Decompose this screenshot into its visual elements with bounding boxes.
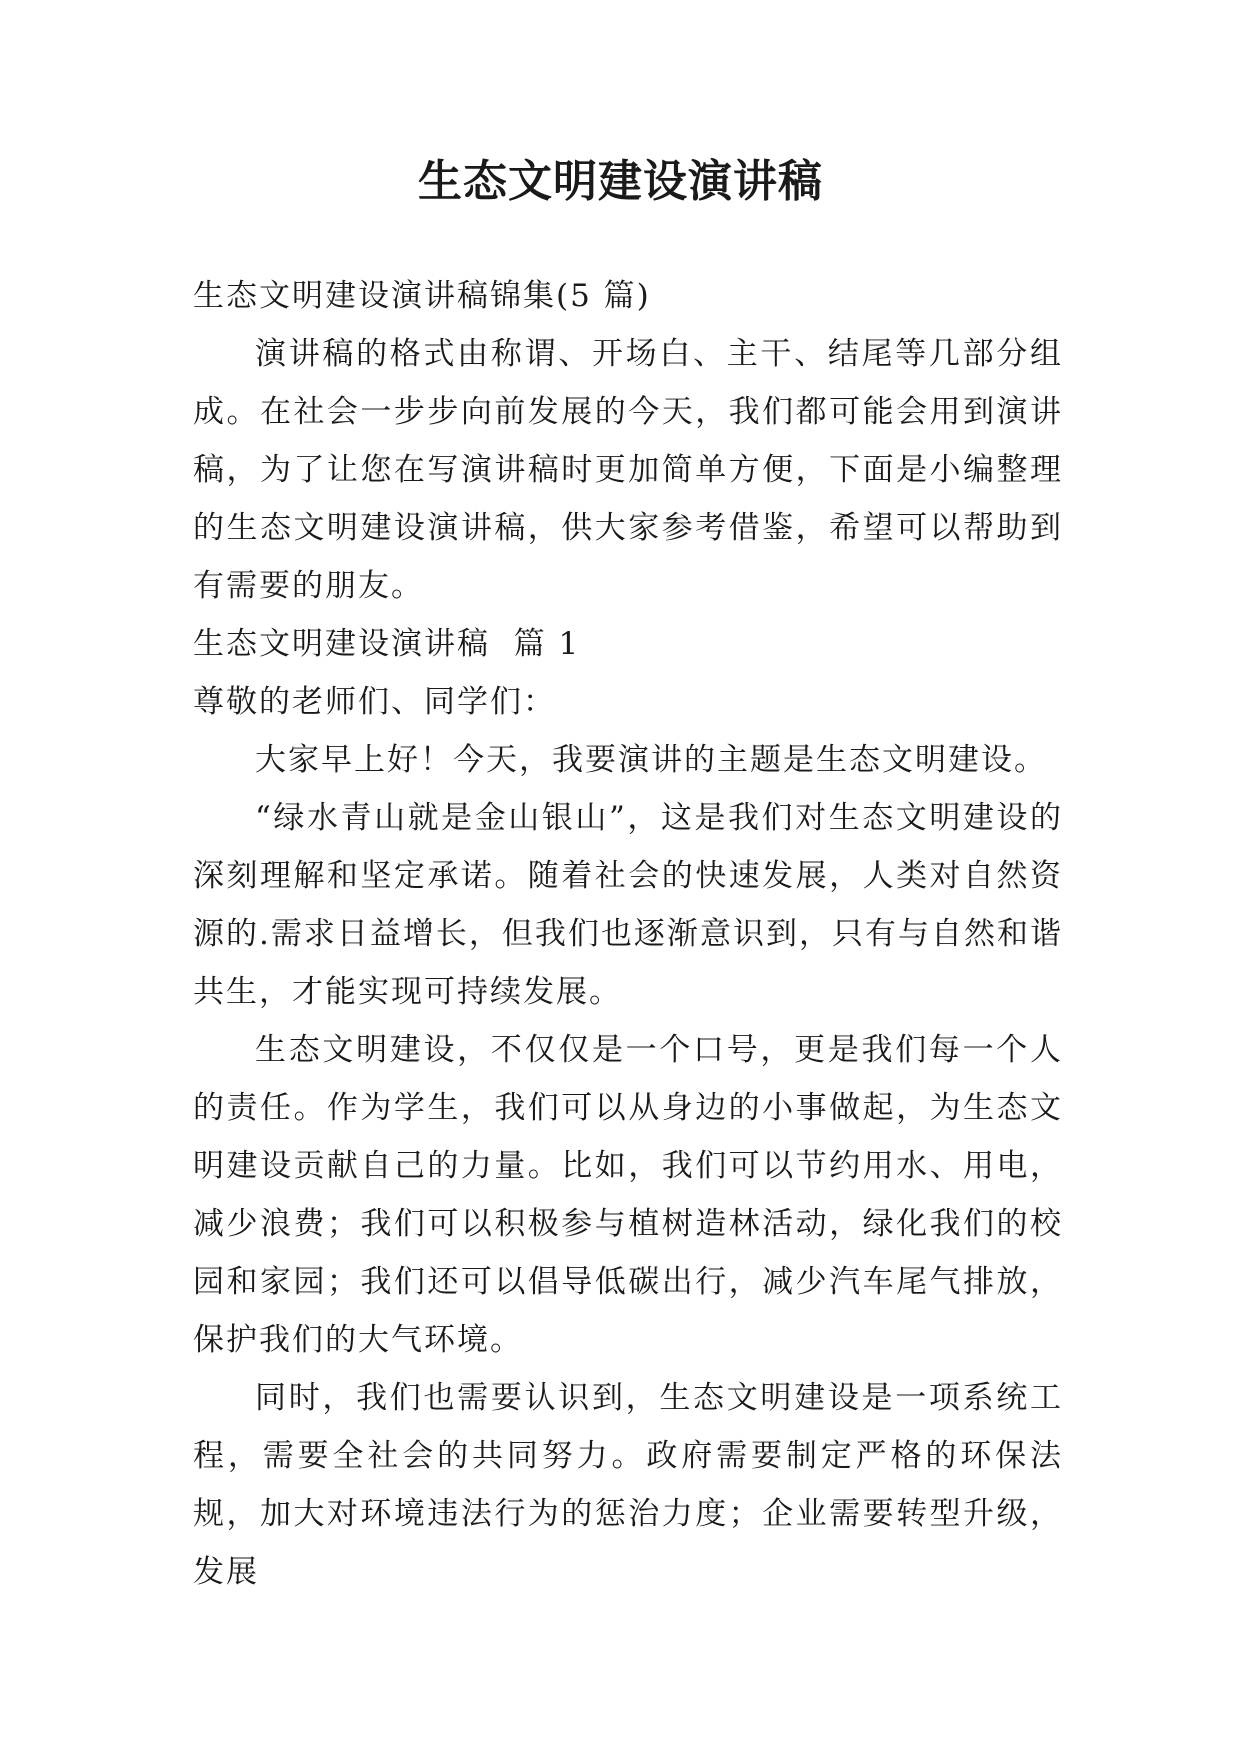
document-title: 生态文明建设演讲稿: [418, 156, 823, 207]
document-subtitle: 生态文明建设演讲稿锦集(5 篇): [193, 278, 651, 314]
paragraph-3: 生态文明建设，不仅仅是一个口号，更是我们每一个人的责任。作为学生，我们可以从身边的小事做起，为生态文明建设贡献自己的力量。比如，我们可以节约用水、用电，减少浪费；我们可以积极参与植树造林活动，绿化我们的校园和家园；我们还可以倡导低碳出行，减少汽车尾气排放，保护我们的大气环境。: [193, 1032, 1063, 1358]
paragraph-1: 大家早上好！今天，我要演讲的主题是生态文明建设。: [255, 742, 1047, 778]
paragraph-2: “绿水青山就是金山银山”，这是我们对生态文明建设的深刻理解和坚定承诺。随着社会的快速发展，人类对自然资源的.需求日益增长，但我们也逐渐意识到，只有与自然和谐共生，才能实现可持续发展。: [193, 800, 1063, 1010]
paragraph-4: 同时，我们也需要认识到，生态文明建设是一项系统工程，需要全社会的共同努力。政府需要制定严格的环保法规，加大对环境违法行为的惩治力度；企业需要转型升级，发展: [193, 1380, 1063, 1590]
document-body: [193, 267, 1063, 1601]
salutation: 尊敬的老师们、同学们：: [193, 684, 556, 720]
intro-paragraph: 演讲稿的格式由称谓、开场白、主干、结尾等几部分组成。在社会一步步向前发展的今天，我们都可能会用到演讲稿，为了让您在写演讲稿时更加简单方便，下面是小编整理的生态文明建设演讲稿，供大家参考借鉴，希望可以帮助到有需要的朋友。: [193, 336, 1063, 604]
section-heading: 生态文明建设演讲稿 篇 1: [193, 626, 581, 662]
